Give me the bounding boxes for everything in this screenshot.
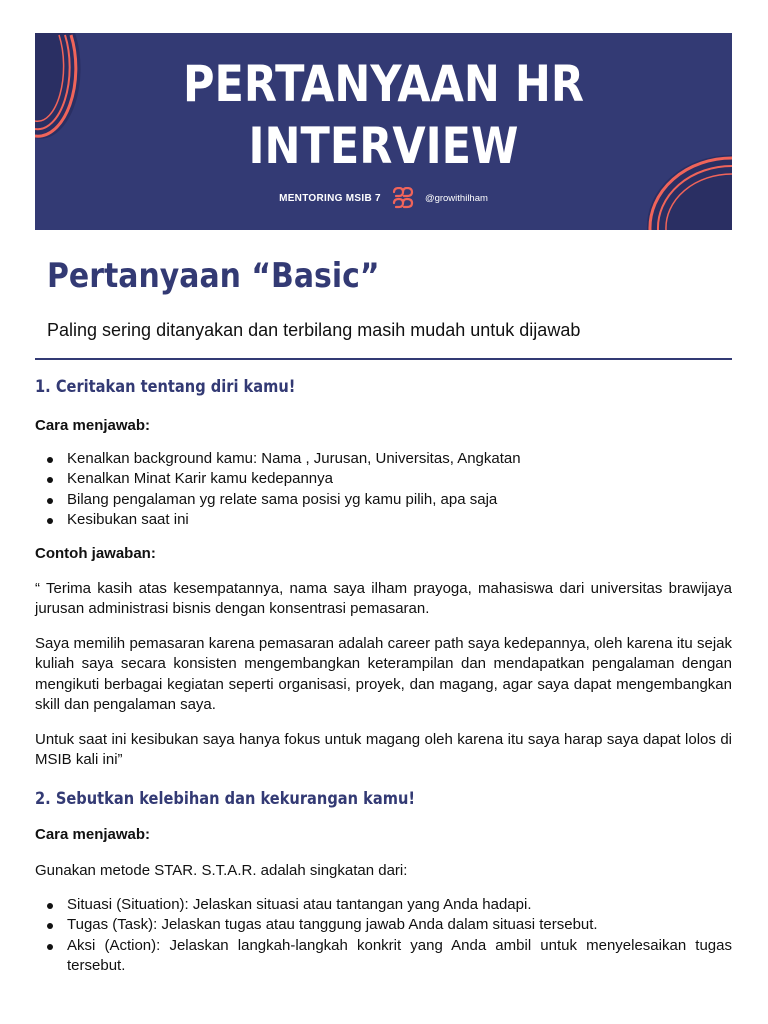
social-handle: @growithilham bbox=[424, 192, 488, 204]
banner-title-line-1: PERTANYAAN HR bbox=[183, 55, 584, 113]
brand-logo-icon bbox=[391, 187, 415, 209]
list-item: Aksi (Action): Jelaskan langkah-langkah konkrit yang Anda ambil untuk menyelesaikan tugas tersebut. bbox=[45, 936, 732, 977]
banner-subline bbox=[35, 187, 732, 209]
list-item: Tugas (Task): Jelaskan tugas atau tanggung jawab Anda dalam situasi tersebut. bbox=[45, 915, 732, 935]
section-title: Pertanyaan “Basic” bbox=[47, 256, 380, 296]
list-item: Kenalkan background kamu: Nama , Jurusan, Universitas, Angkatan bbox=[45, 449, 732, 469]
example-paragraph-1: “ Terima kasih atas kesempatannya, nama saya ilham prayoga, mahasiswa dari universitas brawijaya jurusan administrasi bisnis dengan konsentrasi pemasaran. bbox=[35, 580, 732, 618]
question-1-how-label: Cara menjawab: bbox=[35, 417, 151, 434]
header-banner bbox=[35, 33, 732, 230]
banner-title-line-2: INTERVIEW bbox=[248, 117, 519, 175]
question-2-how-label: Cara menjawab: bbox=[35, 826, 151, 843]
question-2-title: 2. Sebutkan kelebihan dan kekurangan kamu! bbox=[35, 789, 416, 809]
question-1-title: 1. Ceritakan tentang diri kamu! bbox=[35, 377, 296, 397]
list-item: Kenalkan Minat Karir kamu kedepannya bbox=[45, 469, 732, 489]
question-2-star-list bbox=[45, 895, 732, 977]
question-2-intro: Gunakan metode STAR. S.T.A.R. adalah singkatan dari: bbox=[35, 862, 408, 879]
banner-title bbox=[84, 53, 683, 177]
list-item: Situasi (Situation): Jelaskan situasi atau tantangan yang Anda hadapi. bbox=[45, 895, 732, 915]
divider bbox=[35, 358, 732, 360]
section-subtitle: Paling sering ditanyakan dan terbilang masih mudah untuk dijawab bbox=[47, 320, 581, 340]
question-1-how-list bbox=[45, 449, 732, 531]
list-item: Bilang pengalaman yg relate sama posisi yg kamu pilih, apa saja bbox=[45, 490, 732, 510]
question-1-example-label: Contoh jawaban: bbox=[35, 545, 156, 562]
example-paragraph-3: Untuk saat ini kesibukan saya hanya fokus untuk magang oleh karena itu saya harap saya dapat lolos di MSIB kali ini” bbox=[35, 731, 732, 769]
mentoring-label: MENTORING MSIB 7 bbox=[279, 192, 381, 204]
list-item: Kesibukan saat ini bbox=[45, 510, 732, 530]
example-paragraph-2: Saya memilih pemasaran karena pemasaran adalah career path saya kedepannya, oleh karena itu sejak kuliah saya secara konsisten mengembangkan keterampilan dan mendapatkan pengalaman dengan mengikuti berbagai kegiatan seperti organisasi, proyek, dan magang, agar saya dapat mengembangkan skill dan pengalaman saya. bbox=[35, 635, 732, 714]
